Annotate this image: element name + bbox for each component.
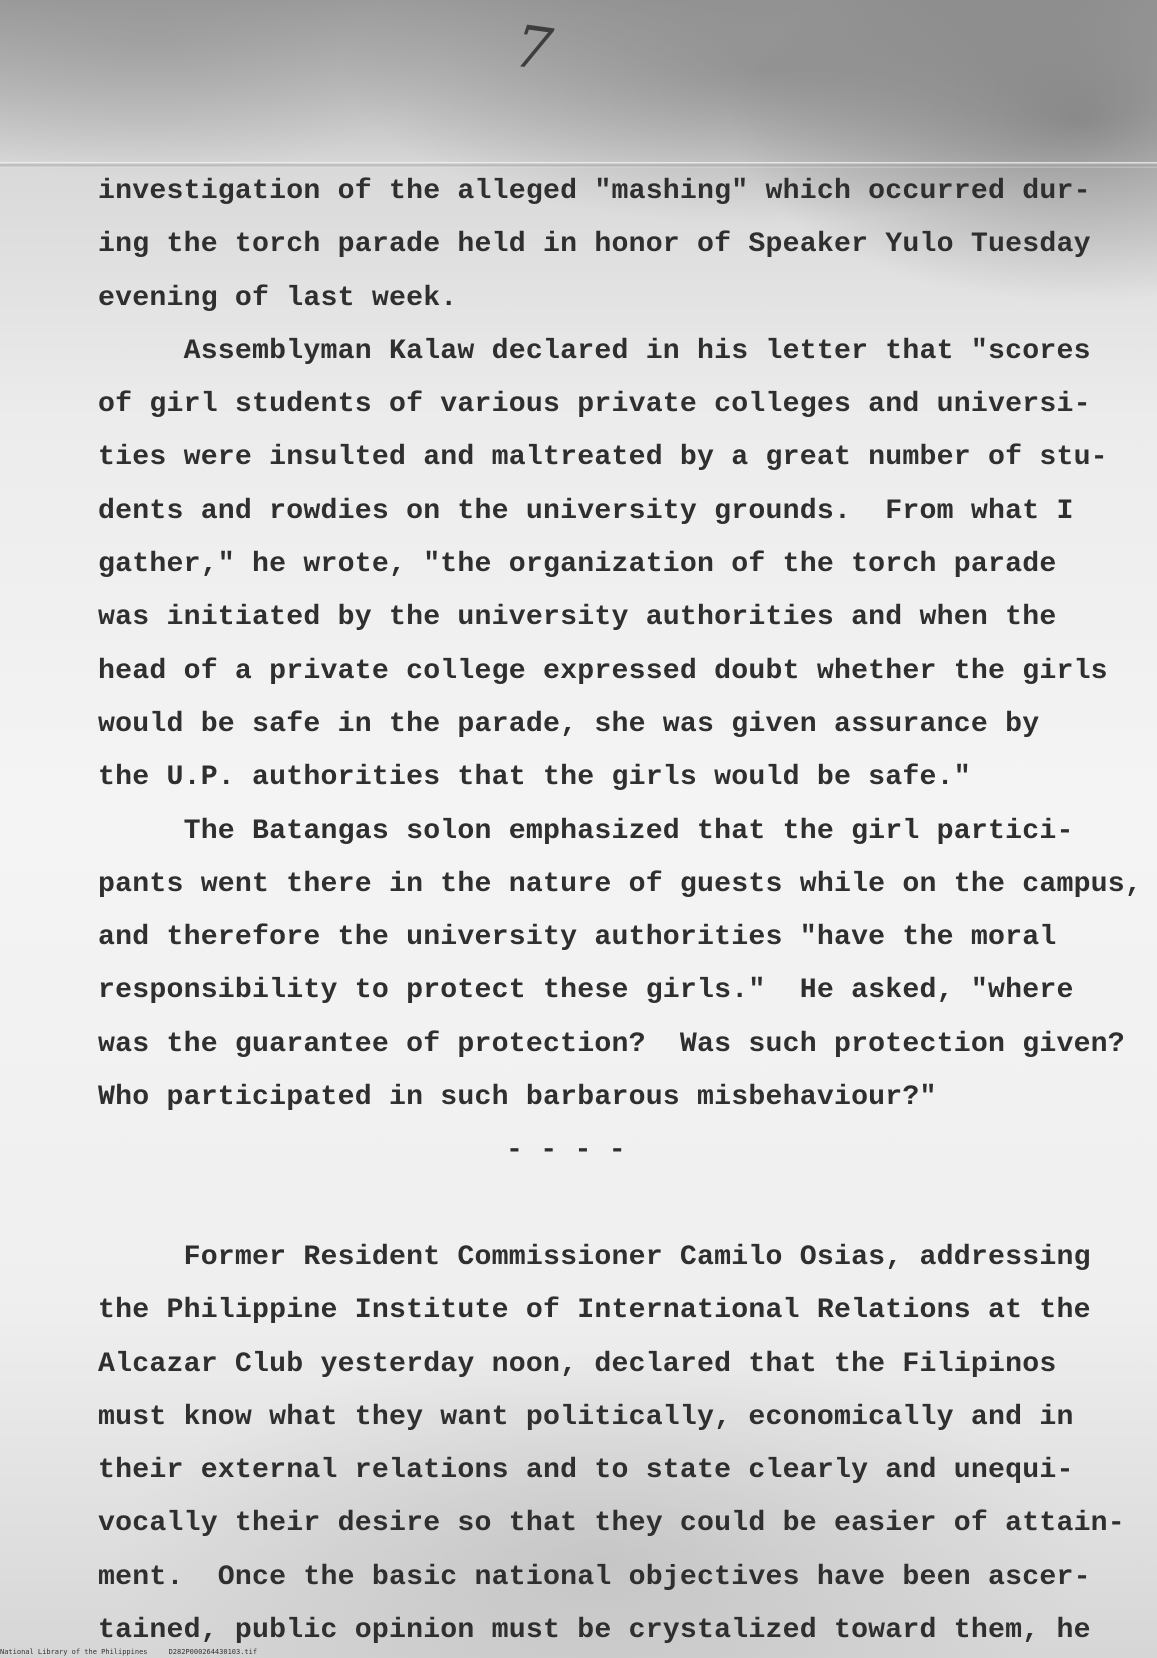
text-line: investigation of the alleged "mashing" which occurred dur- bbox=[98, 176, 1091, 207]
text-line: ing the torch parade held in honor of Speaker Yulo Tuesday bbox=[98, 229, 1091, 261]
text-line: responsibility to protect these girls." He asked, "where bbox=[98, 975, 1074, 1007]
text-line: Alcazar Club yesterday noon, declared that the Filipinos bbox=[98, 1348, 1057, 1380]
text-line: ties were insulted and maltreated by a great number of stu- bbox=[98, 442, 1108, 474]
text-line: and therefore the university authorities "have the moral bbox=[98, 922, 1057, 954]
text-line: head of a private college expressed doubt whether the girls bbox=[98, 655, 1108, 687]
text-line: Former Resident Commissioner Camilo Osias, addressing bbox=[98, 1241, 1091, 1273]
paragraph-4 bbox=[98, 1231, 1125, 1657]
text-line: the Philippine Institute of International Relations at the bbox=[98, 1295, 1091, 1327]
text-line: tained, public opinion must be crystalized toward them, he bbox=[98, 1615, 1091, 1647]
text-line: pants went there in the nature of guests while on the campus, bbox=[98, 868, 1143, 900]
paragraph-2 bbox=[98, 325, 1108, 805]
text-line: vocally their desire so that they could be easier of attain- bbox=[98, 1508, 1125, 1540]
text-line: was initiated by the university authorities and when the bbox=[98, 602, 1057, 634]
text-line: dents and rowdies on the university grounds. From what I bbox=[98, 495, 1074, 527]
scan-footer-caption: National Library of the Philippines D282P000264430103.tif bbox=[0, 1648, 258, 1656]
text-line: Who participated in such barbarous misbehaviour?" bbox=[98, 1082, 937, 1114]
section-separator: - - - - bbox=[506, 1135, 626, 1167]
text-line: the U.P. authorities that the girls would be safe." bbox=[98, 762, 971, 794]
text-line: of girl students of various private colleges and universi- bbox=[98, 389, 1091, 421]
text-line: was the guarantee of protection? Was such protection given? bbox=[98, 1028, 1125, 1060]
text-line: their external relations and to state clearly and unequi- bbox=[98, 1455, 1074, 1487]
typed-text-body bbox=[98, 165, 1143, 1657]
text-line: Assemblyman Kalaw declared in his letter that "scores bbox=[98, 335, 1091, 367]
text-line: gather," he wrote, "the organization of the torch parade bbox=[98, 549, 1057, 581]
text-line: ment. Once the basic national objectives have been ascer- bbox=[98, 1561, 1091, 1593]
blank-line bbox=[98, 1178, 1108, 1231]
paragraph-1 bbox=[98, 165, 1108, 325]
text-line: would be safe in the parade, she was given assurance by bbox=[98, 708, 1040, 740]
text-line: evening of last week. bbox=[98, 282, 458, 314]
text-line: The Batangas solon emphasized that the girl partici- bbox=[98, 815, 1074, 847]
text-line: must know what they want politically, economically and in bbox=[98, 1401, 1074, 1433]
handwritten-page-number: 7 bbox=[510, 11, 557, 85]
paragraph-3 bbox=[98, 805, 1143, 1125]
